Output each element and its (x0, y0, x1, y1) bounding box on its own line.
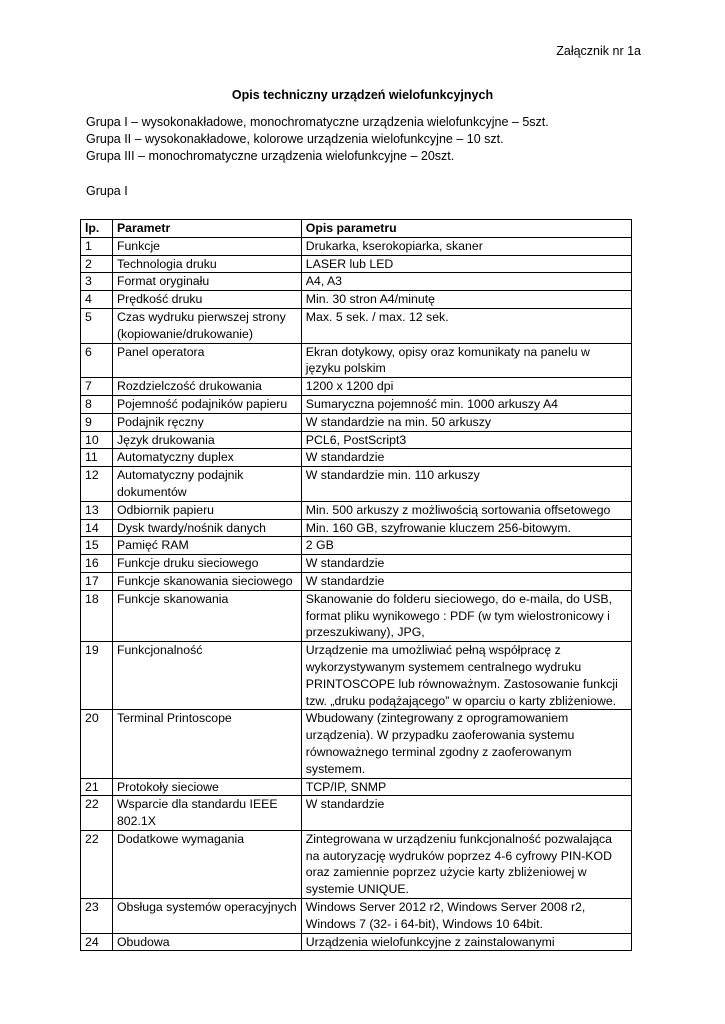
cell-number: 6 (81, 343, 113, 378)
cell-number: 1 (81, 237, 113, 255)
cell-parameter: Prędkość druku (112, 291, 301, 309)
cell-parameter: Automatyczny podajnik dokumentów (112, 467, 301, 502)
table-header-row (81, 220, 632, 238)
cell-description: Ekran dotykowy, opisy oraz komunikaty na panelu w języku polskim (301, 343, 631, 378)
cell-parameter: Funkcjonalność (112, 642, 301, 710)
header-lp: lp. (81, 220, 113, 238)
cell-number: 15 (81, 537, 113, 555)
cell-number: 11 (81, 449, 113, 467)
cell-parameter: Rozdzielczość drukowania (112, 378, 301, 396)
cell-number: 22 (81, 830, 113, 898)
cell-description: LASER lub LED (301, 255, 631, 273)
cell-number: 22 (81, 796, 113, 831)
cell-parameter: Funkcje druku sieciowego (112, 555, 301, 573)
cell-parameter: Pojemność podajników papieru (112, 395, 301, 413)
cell-parameter: Funkcje (112, 237, 301, 255)
cell-number: 16 (81, 555, 113, 573)
cell-description: W standardzie (301, 796, 631, 831)
cell-parameter: Dysk twardy/nośnik danych (112, 519, 301, 537)
table-row (81, 899, 632, 934)
table-row (81, 237, 632, 255)
cell-description: Max. 5 sek. / max. 12 sek. (301, 308, 631, 343)
cell-parameter: Panel operatora (112, 343, 301, 378)
table-row (81, 933, 632, 951)
table-row (81, 501, 632, 519)
cell-description: 2 GB (301, 537, 631, 555)
cell-description: W standardzie (301, 449, 631, 467)
table-row (81, 449, 632, 467)
table-row (81, 572, 632, 590)
cell-parameter: Podajnik ręczny (112, 413, 301, 431)
cell-number: 3 (81, 273, 113, 291)
table-row (81, 555, 632, 573)
cell-number: 20 (81, 710, 113, 778)
table-row (81, 273, 632, 291)
group-line: Grupa I – wysokonakładowe, monochromatyczne urządzenia wielofunkcyjne – 5szt. (86, 115, 549, 129)
cell-number: 9 (81, 413, 113, 431)
table-row (81, 590, 632, 641)
cell-number: 23 (81, 899, 113, 934)
cell-description: Wbudowany (zintegrowany z oprogramowaniem urządzenia). W przypadku zaoferowania systemu równoważnego terminal zgodny z zaoferowanym systemem. (301, 710, 631, 778)
table-row (81, 395, 632, 413)
table-row (81, 830, 632, 898)
cell-parameter: Wsparcie dla standardu IEEE 802.1X (112, 796, 301, 831)
table-row (81, 413, 632, 431)
cell-number: 13 (81, 501, 113, 519)
cell-number: 17 (81, 572, 113, 590)
table-row (81, 519, 632, 537)
cell-description: 1200 x 1200 dpi (301, 378, 631, 396)
cell-parameter: Czas wydruku pierwszej strony (kopiowanie/drukowanie) (112, 308, 301, 343)
table-row (81, 431, 632, 449)
cell-description: Zintegrowana w urządzeniu funkcjonalność pozwalająca na autoryzację wydruków poprzez 4-6 cyfrowy PIN-KOD oraz zamiennie poprzez użycie karty zbliżeniowej w systemie UNIQUE. (301, 830, 631, 898)
cell-description: W standardzie (301, 555, 631, 573)
table-row (81, 255, 632, 273)
table-row (81, 778, 632, 796)
cell-parameter: Format oryginału (112, 273, 301, 291)
cell-number: 12 (81, 467, 113, 502)
group-line: Grupa III – monochromatyczne urządzenia wielofunkcyjne – 20szt. (86, 149, 455, 163)
table-row (81, 710, 632, 778)
cell-description: Skanowanie do folderu sieciowego, do e-maila, do USB, format pliku wynikowego : PDF (w tym wielostronicowy i przeszukiwany), JPG, (301, 590, 631, 641)
cell-description: Windows Server 2012 r2, Windows Server 2008 r2, Windows 7 (32- i 64-bit), Windows 10 64bit. (301, 899, 631, 934)
table-row (81, 537, 632, 555)
cell-description: W standardzie na min. 50 arkuszy (301, 413, 631, 431)
cell-description: Sumaryczna pojemność min. 1000 arkuszy A4 (301, 395, 631, 413)
cell-parameter: Technologia druku (112, 255, 301, 273)
section-label: Grupa I (86, 184, 128, 198)
table-body (81, 237, 632, 951)
table-row (81, 343, 632, 378)
cell-parameter: Protokoły sieciowe (112, 778, 301, 796)
cell-description: Urządzenia wielofunkcyjne z zainstalowanymi (301, 933, 631, 951)
table-row (81, 642, 632, 710)
cell-parameter: Język drukowania (112, 431, 301, 449)
group-line: Grupa II – wysokonakładowe, kolorowe urządzenia wielofunkcyjne – 10 szt. (86, 132, 504, 146)
cell-parameter: Odbiornik papieru (112, 501, 301, 519)
cell-parameter: Funkcje skanowania sieciowego (112, 572, 301, 590)
cell-number: 18 (81, 590, 113, 641)
group-list (86, 114, 549, 165)
cell-description: W standardzie (301, 572, 631, 590)
cell-parameter: Dodatkowe wymagania (112, 830, 301, 898)
table-row (81, 796, 632, 831)
cell-parameter: Obudowa (112, 933, 301, 951)
cell-number: 19 (81, 642, 113, 710)
cell-parameter: Funkcje skanowania (112, 590, 301, 641)
table-row (81, 467, 632, 502)
cell-number: 24 (81, 933, 113, 951)
annex-label: Załącznik nr 1a (556, 44, 641, 58)
cell-parameter: Pamięć RAM (112, 537, 301, 555)
cell-description: Urządzenie ma umożliwiać pełną współpracę z wykorzystywanym systemem centralnego wydruku PRINTOSCOPE lub równoważnym. Zastosowanie funkcji tzw. „druku podążającego” w oparciu o karty zbliżeniowe. (301, 642, 631, 710)
cell-description: PCL6, PostScript3 (301, 431, 631, 449)
header-opis: Opis parametru (301, 220, 631, 238)
cell-number: 8 (81, 395, 113, 413)
cell-description: Min. 500 arkuszy z możliwością sortowania offsetowego (301, 501, 631, 519)
cell-number: 4 (81, 291, 113, 309)
cell-description: Drukarka, kserokopiarka, skaner (301, 237, 631, 255)
cell-number: 2 (81, 255, 113, 273)
table-row (81, 308, 632, 343)
cell-description: TCP/IP, SNMP (301, 778, 631, 796)
cell-description: Min. 30 stron A4/minutę (301, 291, 631, 309)
cell-number: 14 (81, 519, 113, 537)
header-parametr: Parametr (112, 220, 301, 238)
cell-number: 5 (81, 308, 113, 343)
document-title: Opis techniczny urządzeń wielofunkcyjnych (231, 88, 494, 102)
cell-number: 7 (81, 378, 113, 396)
cell-number: 10 (81, 431, 113, 449)
cell-parameter: Obsługa systemów operacyjnych (112, 899, 301, 934)
cell-parameter: Terminal Printoscope (112, 710, 301, 778)
cell-description: W standardzie min. 110 arkuszy (301, 467, 631, 502)
table-row (81, 378, 632, 396)
cell-parameter: Automatyczny duplex (112, 449, 301, 467)
spec-table (80, 219, 632, 951)
cell-description: Min. 160 GB, szyfrowanie kluczem 256-bitowym. (301, 519, 631, 537)
cell-number: 21 (81, 778, 113, 796)
cell-description: A4, A3 (301, 273, 631, 291)
table-row (81, 291, 632, 309)
